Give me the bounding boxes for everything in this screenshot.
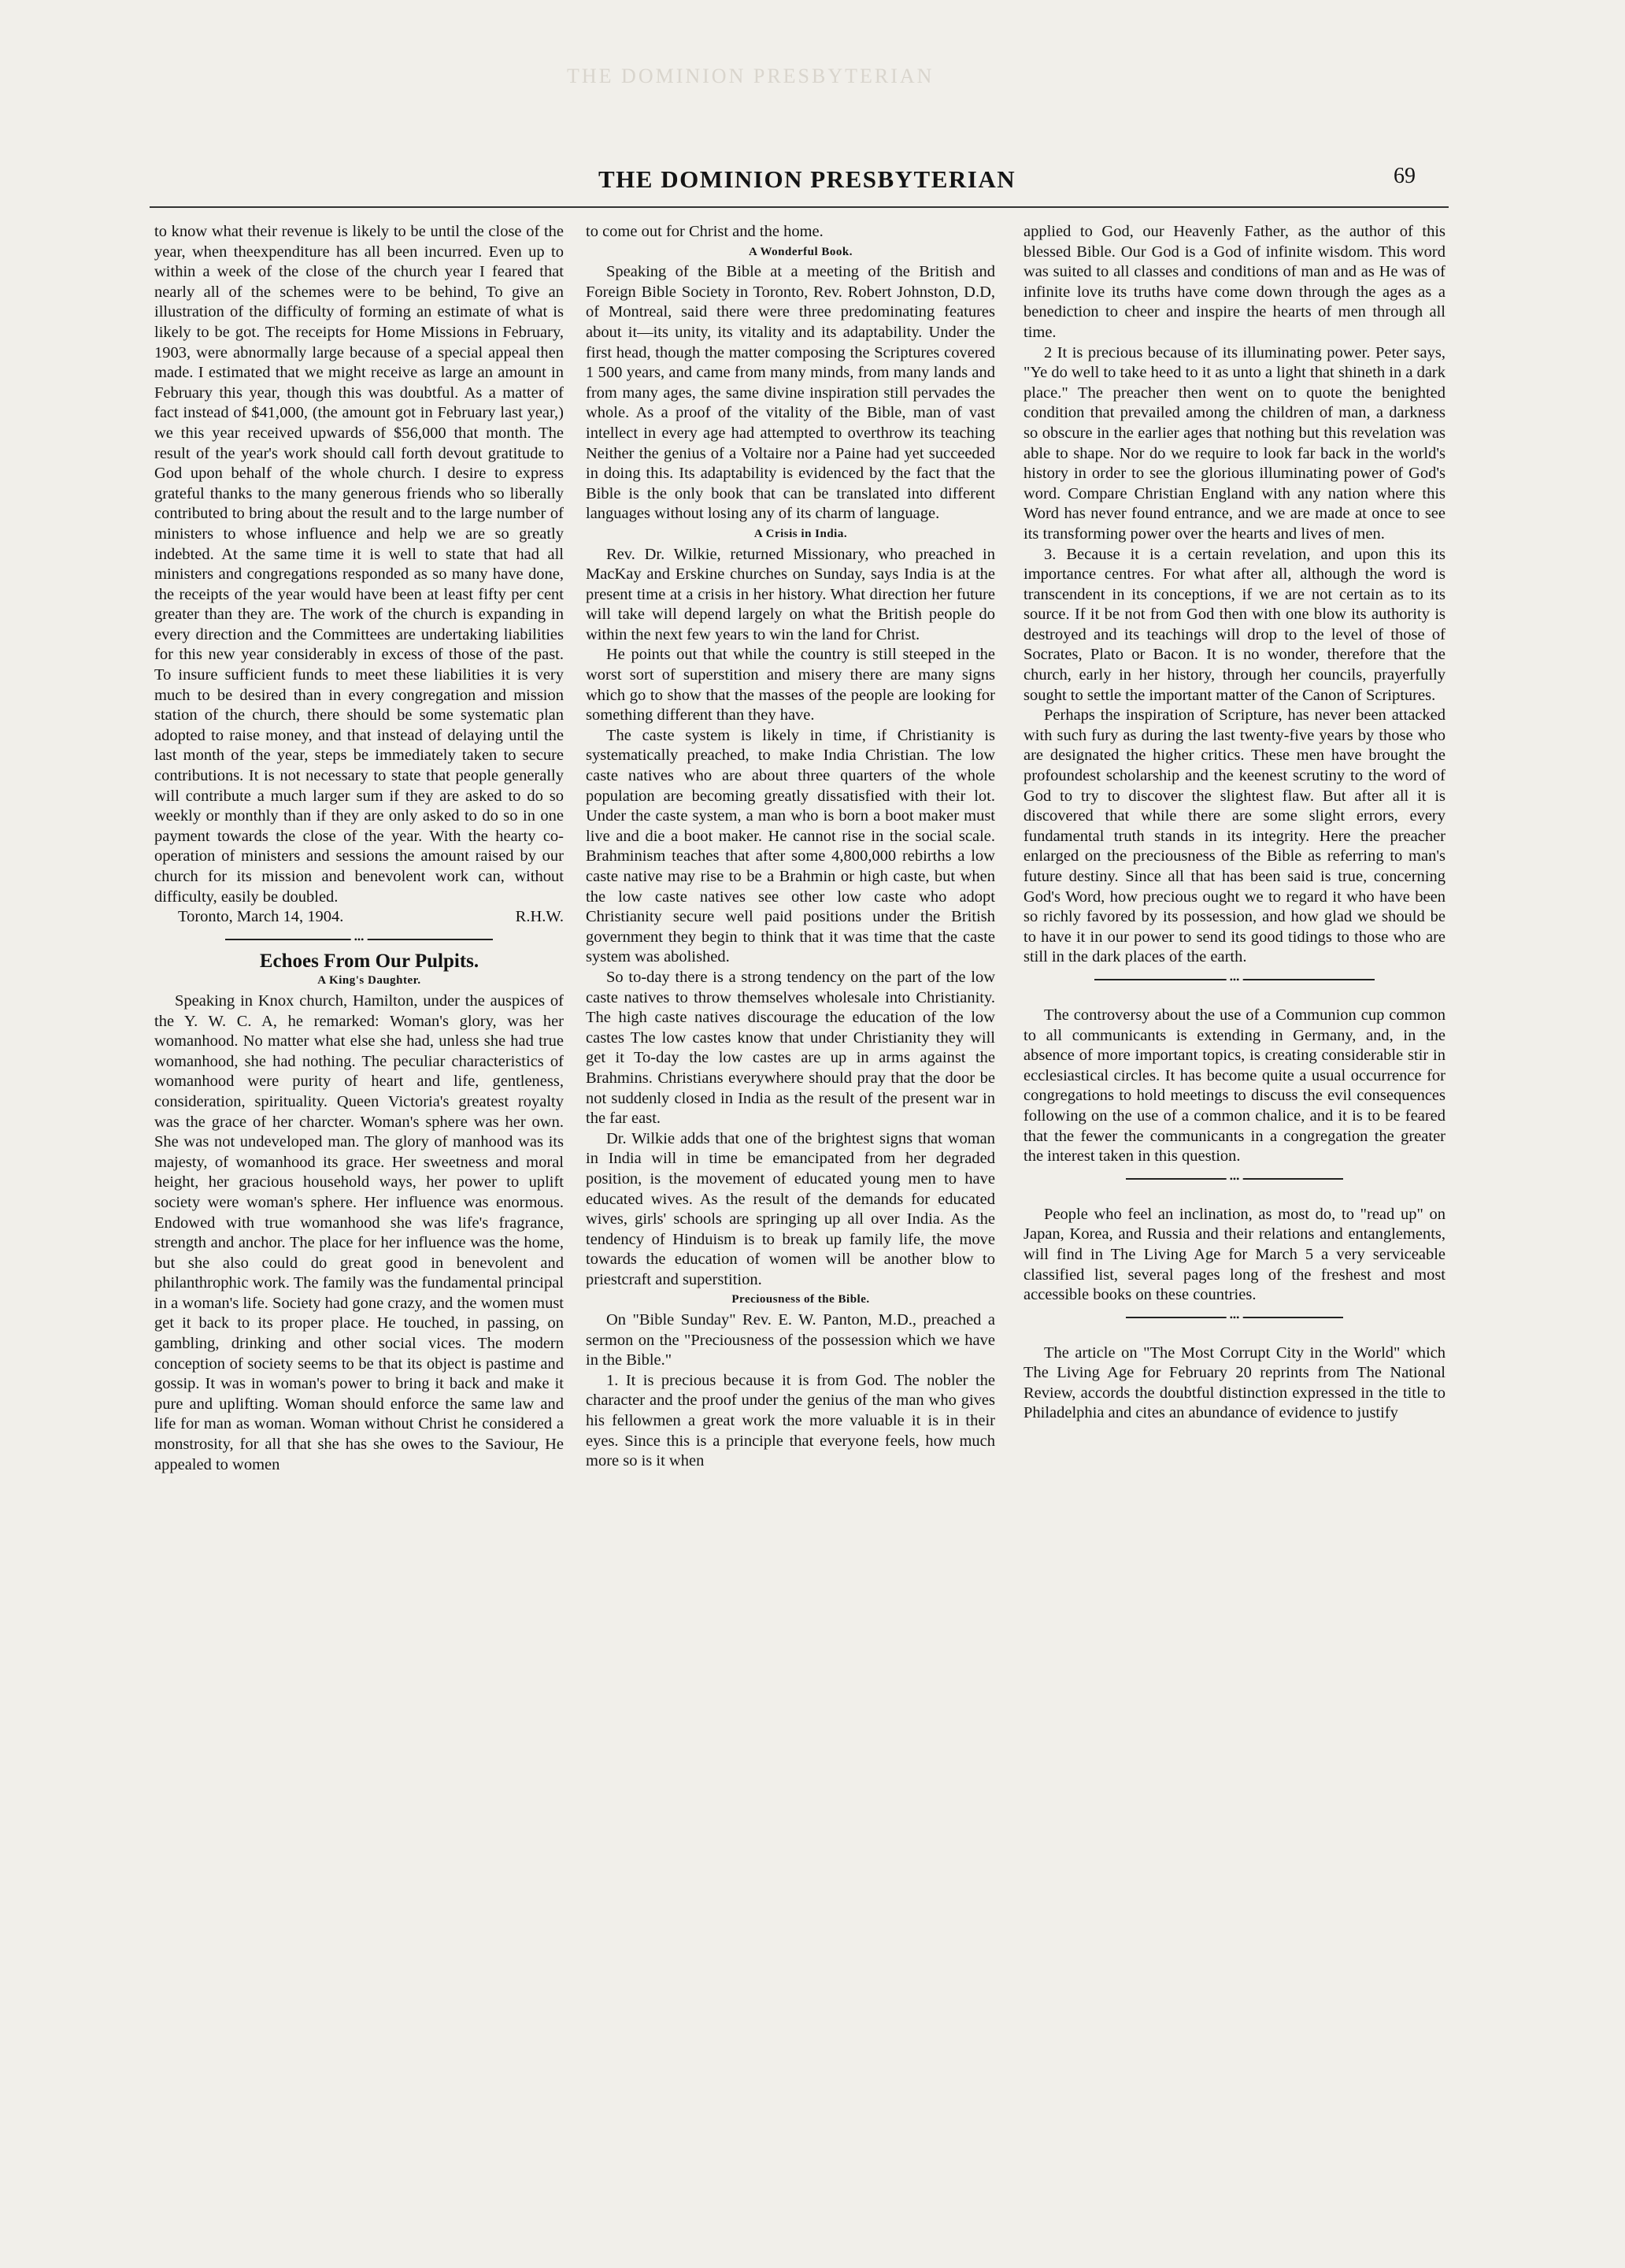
- section-heading: Echoes From Our Pulpits.: [259, 950, 479, 972]
- section-divider: •••: [1023, 974, 1445, 985]
- subheading: A King's Daughter.: [317, 974, 421, 988]
- paragraph: So to-day there is a strong tendency on the part of the low caste natives to throw themselves wholesale into Christianity. The high caste natives discourage the education of the low castes The low castes know that under Christianity they will get it To-day the low castes are up in arms against the Brahmins. Christians everywhere should pray that the door be not suddenly closed in India as the result of the present war in the far east.: [586, 968, 995, 1128]
- paragraph: Dr. Wilkie adds that one of the brightest signs that woman in India will in time be emancipated from her degraded position, is the movement of educated young men to have educated wives. As the result of the demands for educated wives, girls' schools are springing up all over India. As the tendency of Hinduism is to break up family life, the move towards the education of women will be another blow to priestcraft and superstition.: [586, 1129, 995, 1288]
- paragraph: 3. Because it is a certain revelation, and upon this its importance centres. For what after all, although the word is transcendent in its conceptions, if we are not certain as to its source. If it be not from God then with one blow its authority is destroyed and its teachings will drop to the level of those of Socrates, Plato or Bacon. It is no wonder, therefore that the church, early in her history, through her councils, prayerfully sought to settle the important matter of the Canon of Scriptures.: [1023, 545, 1445, 704]
- signature-place-date: Toronto, March 14, 1904.: [178, 908, 344, 926]
- signature-line: [154, 907, 564, 928]
- paragraph: The controversy about the use of a Communion cup common to all communicants is extending in Germany, and, in the absence of more important topics, is creating considerable stir in ecclesiastical circles. It has become quite a usual occurrence for congregations to hold meetings to discuss the evil consequences following on the use of a common chalice, and it is to be feared that the fewer the communicants in a congregation the greater the interest taken in this question.: [1023, 1006, 1445, 1166]
- paragraph: 2 It is precious because of its illuminating power. Peter says, "Ye do well to take heed to it as unto a light that shineth in a dark place." The preacher then went on to quote the benighted condition that prevailed among the children of man, a darkness so obscure in the earlier ages that nothing but this revelation was able to shape. Nor do we require to look far back in the world's history in order to see the glorious illuminating power of God's word. Compare Christian England with any nation where this Word has never found entrance, and we are made at once to see its transforming power over the hearts and lives of men.: [1023, 343, 1445, 543]
- paragraph: People who feel an inclination, as most do, to "read up" on Japan, Korea, and Russia and their relations and entanglements, will find in The Living Age for March 5 a very serviceable classified list, several pages long of the freshest and most accessible books on these countries.: [1023, 1205, 1445, 1304]
- section-divider: •••: [1023, 1312, 1445, 1323]
- paragraph: Rev. Dr. Wilkie, returned Missionary, who preached in MacKay and Erskine churches on Sunday, says India is at the present time at a crisis in her history. What direction her future will take will depend largely on what the British people do within the next few years to win the land for Christ.: [586, 545, 995, 643]
- paragraph: The article on "The Most Corrupt City in the World" which The Living Age for February 20 reprints from The National Review, accords the doubtful distinction expressed in the title to Philadelphia and cites an abundance of evidence to justify: [1023, 1343, 1445, 1422]
- paragraph: On "Bible Sunday" Rev. E. W. Panton, M.D., preached a sermon on the "Preciousness of the possession which we have in the Bible.": [586, 1311, 995, 1369]
- paragraph: applied to God, our Heavenly Father, as the author of this blessed Bible. Our God is a God of infinite wisdom. This word was suited to all classes and conditions of man and as He was of infinite love its truths have come down through the ages as a benediction to cheer and inspire the hearts of men through all time.: [1023, 223, 1445, 341]
- page-number: 69: [1394, 164, 1416, 188]
- paragraph: Speaking in Knox church, Hamilton, under the auspices of the Y. W. C. A, he remarked: Woman's glory, was her womanhood. No matter what else she had, unless she had true womanhood, she had nothing. The peculiar characteristics of womanhood were purity of heart and life, gentleness, consideration, spirituality. Queen Victoria's greatest royalty was the grace of her charcter. Woman's sphere was her own. She was not undeveloped man. The glory of manhood was its majesty, of womanhood its grace. Her sweetness and moral height, her gracious household ways, her power to uplift society were woman's sphere. Her influence was enormous. Endowed with true womanhood she was life's fragrance, strength and anchor. The place for her influence was the home, but she also could do great good in benevolent and philanthrophic work. The family was the fundamental principal in a woman's life. Society had gone crazy, and the women must get it back to its proper place. He touched, in passing, on gambling, drinking and other social vices. The modern conception of society seems to be that its object is pastime and gossip. It was in woman's power to bring it back and make it pure and uplifting. Woman should enforce the same law and life for man as woman. Woman without Christ he considered a monstrosity, for all that she has she owes to the Saviour, He appealed to women: [154, 991, 564, 1473]
- column-middle: [586, 222, 995, 2167]
- paragraph: to come out for Christ and the home.: [586, 223, 824, 240]
- publication-title: THE DOMINION PRESBYTERIAN: [598, 165, 1016, 193]
- section-divider: •••: [1023, 1173, 1445, 1184]
- subheading: A Crisis in India.: [753, 527, 848, 540]
- section-divider: •••: [154, 934, 564, 945]
- paragraph: to know what their revenue is likely to be until the close of the year, when theexpenditure has all been incurred. Even up to within a week of the close of the church year I feared that nearly all of the schemes were to be behind, To give an illustration of the difficulty of forming an estimate of what is likely to be got. The receipts for Home Missions in February, 1903, were abnormally large because of a special appeal then made. I estimated that we might receive as large an amount in February this year, though this was doubtful. As a matter of fact instead of $41,000, (the amount got in February last year,) we this year received upwards of $56,000 that month. The result of the year's work should call forth devout gratitude to God upon behalf of the whole church. I desire to express grateful thanks to the many generous friends who so liberally contributed to bring about the result and to the large number of ministers to whose influence and help we are so greatly indebted. At the same time it is well to state that had all ministers and congregations responded as so many have done, the receipts of the year would have been at least fifty per cent greater than they are. The work of the church is expanding in every direction and the Committees are undertaking liabilities for this new year considerably in excess of those of the past. To insure sufficient funds to meet these liabilities it is very much to be desired than in every congregation and mission station of the church, there should be some systematic plan adopted to raise money, and that instead of delaying until the last month of the year, steps be immediately taken to secure contributions. It is not necessary to state that people generally will contribute a much larger sum if they are asked to do so weekly or monthly than if they are only asked to do so in one payment towards the close of the year. With the hearty co-operation of ministers and sessions the amount raised by our church for its mission and benevolent work can, without difficulty, easily be doubled.: [154, 223, 564, 906]
- subheading: A Wonderful Book.: [748, 245, 853, 258]
- paragraph: Perhaps the inspiration of Scripture, has never been attacked with such fury as during the last twenty-five years by those who are designated the higher critics. These men have brought the profoundest scholarship and the keenest scrutiny to the word of God to try to discover the slightest flaw. But after all it is discovered that while there are some slight errors, every fundamental truth stands in its integrity. Here the preacher enlarged on the preciousness of the Bible as referring to man's future destiny. Since all that has been said is true, concerning God's Word, how precious ought we to regard it who have been so richly favored by its possession, and how glad we should be to have it in our power to send its good tidings to those who are still in the dark places of the earth.: [1023, 706, 1445, 966]
- subheading: Preciousness of the Bible.: [731, 1293, 870, 1306]
- column-right: [1023, 222, 1445, 2167]
- header-rule: [150, 206, 1449, 208]
- paragraph: 1. It is precious because it is from God. The nobler the character and the proof under the genius of the man who gives his fellowmen a great work the more valuable it is in their eyes. Since this is a principle that everyone feels, how much more so is it when: [586, 1371, 995, 1470]
- paragraph: The caste system is likely in time, if Christianity is systematically preached, to make India Christian. The low caste natives who are about three quarters of the whole population are becoming greatly dissatisfied with their lot. Under the caste system, a man who is born a boot maker must live and die a boot maker. He cannot rise in the social scale. Brahminism teaches that after some 4,800,000 rebirths a low caste native may rise to be a Brahmin or high caste, but when the low caste natives see other low caste who adopt Christianity secure well paid positions under the British government they begin to think that it was time that the caste system was abolished.: [586, 726, 995, 966]
- signature-initials: R.H.W.: [515, 908, 564, 926]
- column-left: [154, 222, 564, 2167]
- paragraph: Speaking of the Bible at a meeting of the British and Foreign Bible Society in Toronto, Rev. Robert Johnston, D.D, of Montreal, said there were three predominating features about it—its unity, its vitality and its adaptability. Under the first head, though the matter composing the Scriptures covered 1 500 years, and came from many minds, from many lands and from many ages, the same divine inspiration still pervades the whole. As a proof of the vitality of the Bible, man of vast intellect in every age had attempted to overthrow its teaching Neither the genius of a Voltaire nor a Paine had yet succeeded in doing this. Its adaptability is evidenced by the fact that the Bible is the only book that can be translated into different languages without losing any of its charm of language.: [586, 263, 995, 523]
- bleed-through-header: THE DOMINION PRESBYTERIAN: [567, 65, 935, 87]
- paragraph: He points out that while the country is still steeped in the worst sort of superstition and misery there are many signs which go to show that the masses of the people are looking for something different than they have.: [586, 646, 995, 724]
